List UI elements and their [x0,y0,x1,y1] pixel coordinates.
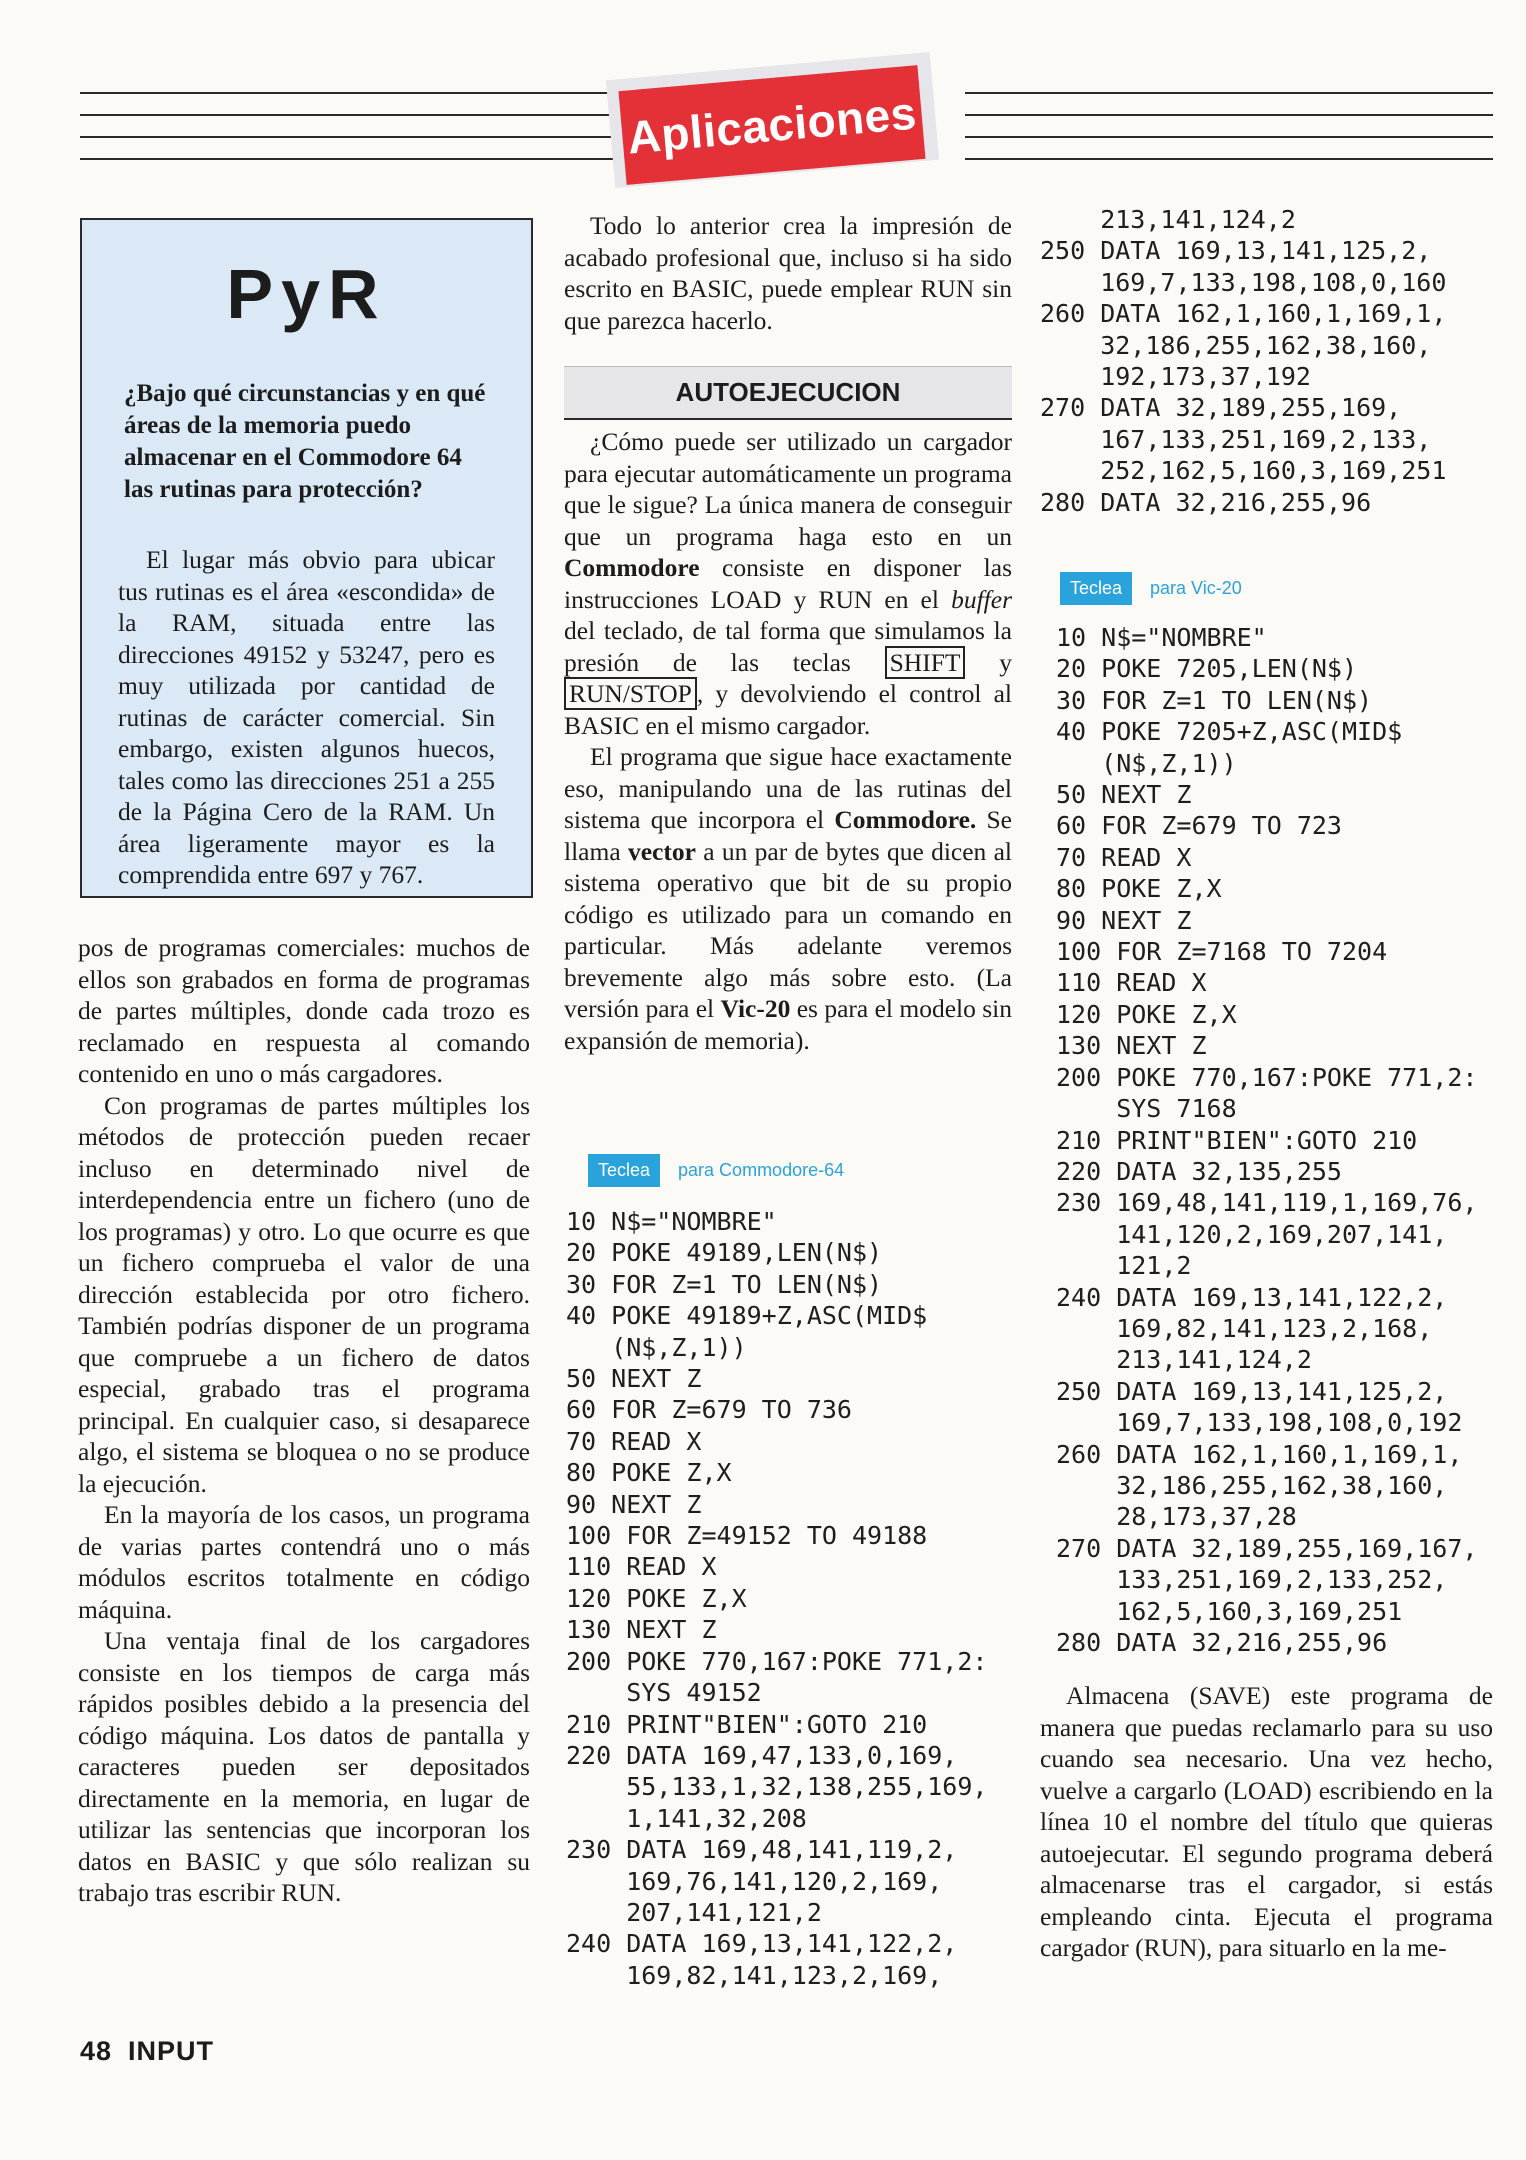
header-rules-left [80,92,620,180]
teclea-badge: Teclea [588,1154,660,1187]
page-footer [80,2036,214,2067]
column-left [78,932,530,1909]
qa-title: PyR [226,255,387,333]
paragraph: pos de programas comerciales: muchos de ellos son grabados en forma de programas de partes múltiples, donde cada trozo es reclamado en respuesta al comando contenido en uno o más cargadores. [78,933,530,1088]
page-number: 48 [80,2036,113,2066]
header-rules-right [965,92,1493,180]
paragraph: Con programas de partes múltiples los métodos de protección pueden recaer incluso en determinado nivel de interdependencia entre un fichero (uno de los programas) y otro. Lo que ocurre es que un fichero comprueba el valor de una dirección establecida por otro fichero. También podrías disponer de un programa que compruebe a un fichero de datos especial, grabado tras el programa principal. En cualquier caso, si desaparece algo, el sistema se bloquea o no se produce la ejecución. [78,1090,530,1498]
column-right-body [1040,1680,1493,1964]
column-middle-intro [564,210,1012,336]
magazine-name: INPUT [128,2036,215,2066]
listing-tag-c64 [588,1154,844,1187]
section-label: Aplicaciones [618,65,925,185]
qa-answer: El lugar más obvio para ubicar tus rutinas es el área «escondida» de la RAM, situada entre las direcciones 49152 y 53247, pero es muy utilizada por cantidad de rutinas de carácter comercial. Sin embargo, existen algunos huecos, tales como las direcciones 251 a 255 de la Página Cero de la RAM. Un área ligeramente mayor es la comprendida entre 697 y 767. [118,545,495,889]
listing-tag-vic20 [1060,572,1242,605]
code-listing-c64-continued: 213,141,124,2 250 DATA 169,13,141,125,2, 169,7,133,198,108,0,160 260 DATA 162,1,160,1,169,1, 32,186,255,162,38,160, 192,173,37,192 270 DATA 32,189,255,169, 167,133,251,169,2,133, 252,162,5,160,3,169,251 280 DATA 32,216,255,96 [1040,205,1447,517]
column-middle-body [564,426,1012,1056]
qa-question: ¿Bajo qué circunstancias y en qué áreas de la memoria puedo almacenar en el Commodore 64 las rutinas para protección? [124,380,486,503]
listing-label: para Vic-20 [1150,578,1242,598]
shift-key: SHIFT [885,646,966,679]
run-stop-key: RUN/STOP [564,677,697,710]
code-listing-c64: 10 N$="NOMBRE" 20 POKE 49189,LEN(N$) 30 FOR Z=1 TO LEN(N$) 40 POKE 49189+Z,ASC(MID$ (N$,Z,1)) 50 NEXT Z 60 FOR Z=679 TO 736 70 READ X 80 POKE Z,X 90 NEXT Z 100 FOR Z=49152 TO 49188 110 READ X 120 POKE Z,X 130 NEXT Z 200 POKE 770,167:POKE 771,2: SYS 49152 210 PRINT"BIEN":GOTO 210 220 DATA 169,47,133,0,169, 55,133,1,32,138,255,169, 1,141,32,208 230 DATA 169,48,141,119,2, 169,76,141,120,2,169, 207,141,121,2 240 DATA 169,13,141,122,2, 169,82,141,123,2,169, [566,1207,988,1990]
paragraph: ¿Cómo puede ser utilizado un cargador para ejecutar automáticamente un programa que le sigue? La única manera de conseguir que un programa haga esto en un Commodore consiste en disponer las instrucciones LOAD y RUN en el buffer del teclado, de tal forma que simulamos la presión de las teclas SHIFT y RUN/STOP , y devolviendo el control al BASIC en el mismo cargador. [564,427,1013,740]
subheading: AUTOEJECUCION [564,366,1012,420]
paragraph: En la mayoría de los casos, un programa de varias partes contendrá uno o más módulos escritos totalmente en código máquina. [78,1500,530,1624]
qa-box [80,218,533,898]
paragraph: El programa que sigue hace exactamente eso, manipulando una de las rutinas del sistema que incorpora el Commodore. Se llama vector a un par de bytes que dicen al sistema operativo que bit de su propio código es utilizado para un comando en particular. Más adelante veremos brevemente algo más sobre esto. (La versión para el Vic-20 es para el modelo sin expansión de memoria). [564,742,1013,1055]
paragraph: Todo lo anterior crea la impresión de acabado profesional que, incluso si ha sido escrito en BASIC, puede emplear RUN sin que parezca hacerlo. [564,211,1012,335]
paragraph: Una ventaja final de los cargadores consiste en los tiempos de carga más rápidos posibles debido a la presencia del código máquina. Los datos de pantalla y caracteres pueden ser depositados directamente en la memoria, en lugar de utilizar las sentencias que incorporan los datos en BASIC y que sólo realizan su trabajo tras escribir RUN. [78,1626,530,1907]
paragraph: Almacena (SAVE) este programa de manera que puedas reclamarlo para su uso cuando sea necesario. Una vez hecho, vuelve a cargarlo (LOAD) escribiendo en la línea 10 el nombre del título que quieras autoejecutar. El segundo programa deberá almacenarse tras el cargador, si estás empleando cinta. Ejecuta el programa cargador (RUN), para situarlo en la me- [1040,1681,1493,1962]
teclea-badge: Teclea [1060,572,1132,605]
code-listing-vic20: 10 N$="NOMBRE" 20 POKE 7205,LEN(N$) 30 FOR Z=1 TO LEN(N$) 40 POKE 7205+Z,ASC(MID$ (N$,Z,1)) 50 NEXT Z 60 FOR Z=679 TO 723 70 READ X 80 POKE Z,X 90 NEXT Z 100 FOR Z=7168 TO 7204 110 READ X 120 POKE Z,X 130 NEXT Z 200 POKE 770,167:POKE 771,2: SYS 7168 210 PRINT"BIEN":GOTO 210 220 DATA 32,135,255 230 169,48,141,119,1,169,76, 141,120,2,169,207,141, 121,2 240 DATA 169,13,141,122,2, 169,82,141,123,2,168, 213,141,124,2 250 DATA 169,13,141,125,2, 169,7,133,198,108,0,192 260 DATA 162,1,160,1,169,1, 32,186,255,162,38,160, 28,173,37,28 270 DATA 32,189,255,169,167, 133,251,169,2,133,252, 162,5,160,3,169,251 280 DATA 32,216,255,96 [1056,623,1478,1657]
listing-label: para Commodore-64 [678,1160,845,1180]
